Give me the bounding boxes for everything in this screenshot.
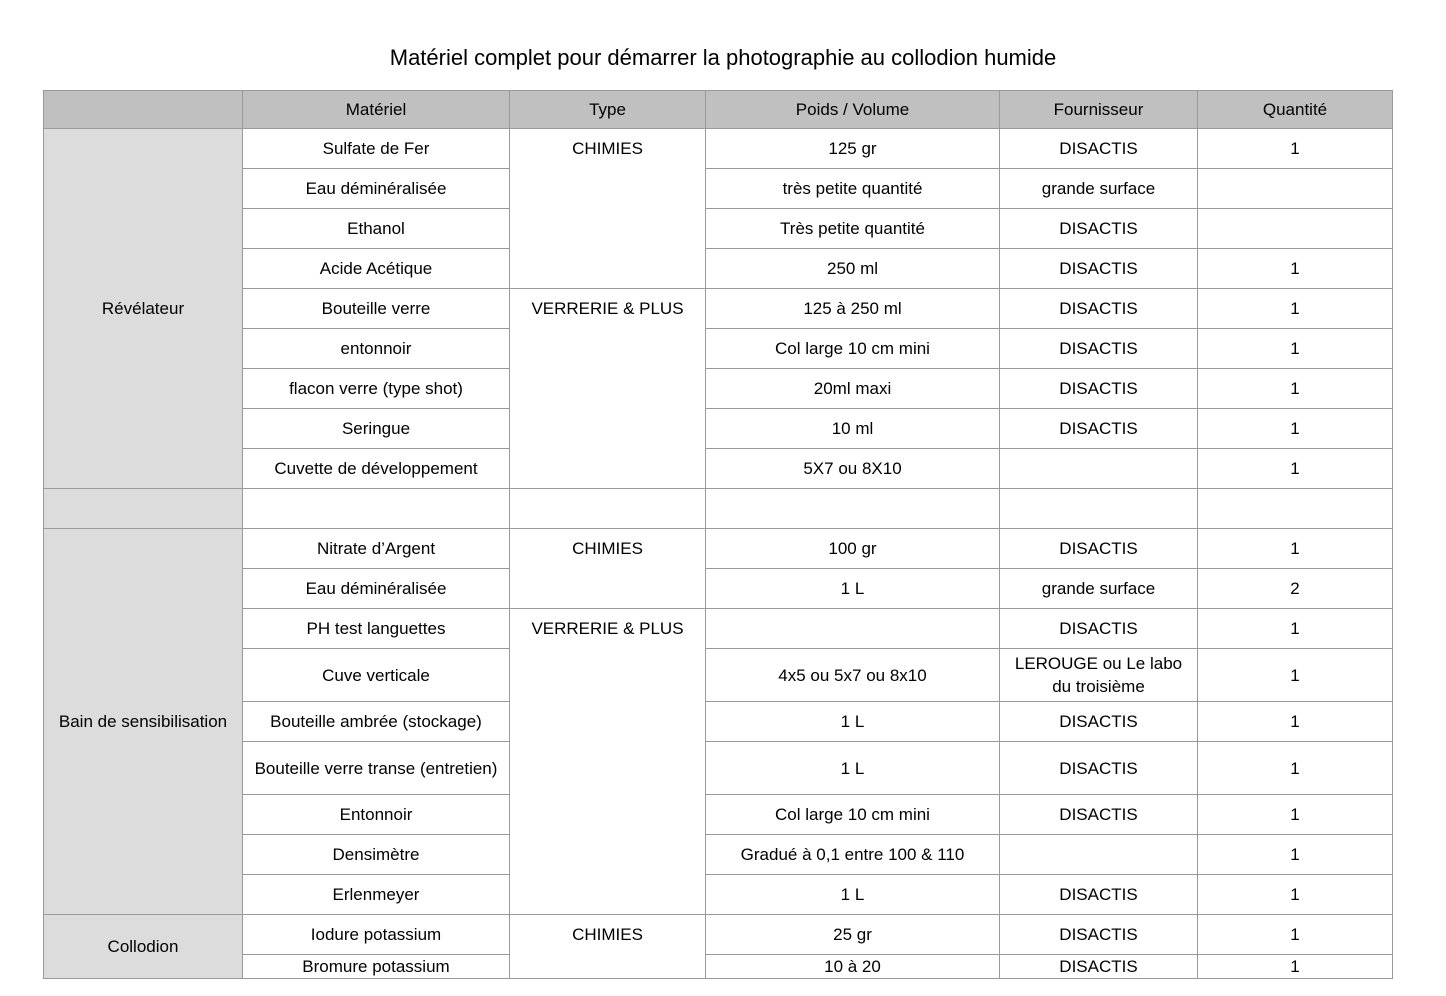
cell-quantite <box>1198 209 1393 249</box>
cell-type: VERRERIE & PLUS <box>510 289 706 489</box>
cell-poids-volume: Col large 10 cm mini <box>706 795 1000 835</box>
cell-quantite: 1 <box>1198 915 1393 955</box>
cell-quantite <box>1198 169 1393 209</box>
table-row <box>44 915 1393 955</box>
cell-poids-volume: Col large 10 cm mini <box>706 329 1000 369</box>
cell-quantite: 1 <box>1198 129 1393 169</box>
table-row <box>44 955 1393 979</box>
group-label-cell: Collodion <box>44 915 243 979</box>
table-row <box>44 795 1393 835</box>
table-row <box>44 169 1393 209</box>
cell-quantite: 1 <box>1198 329 1393 369</box>
cell-fournisseur: DISACTIS <box>1000 529 1198 569</box>
cell-poids-volume: 5X7 ou 8X10 <box>706 449 1000 489</box>
cell-quantite: 1 <box>1198 875 1393 915</box>
cell-materiel: Acide Acétique <box>243 249 510 289</box>
cell-fournisseur: LEROUGE ou Le labo du troisième <box>1000 649 1198 702</box>
cell-quantite: 1 <box>1198 835 1393 875</box>
cell-materiel: flacon verre (type shot) <box>243 369 510 409</box>
cell-materiel: Entonnoir <box>243 795 510 835</box>
cell-fournisseur: DISACTIS <box>1000 289 1198 329</box>
cell-poids-volume: Gradué à 0,1 entre 100 & 110 <box>706 835 1000 875</box>
cell-quantite: 1 <box>1198 409 1393 449</box>
cell-materiel: Densimètre <box>243 835 510 875</box>
cell-type: CHIMIES <box>510 529 706 609</box>
materials-table-wrapper <box>43 90 1392 979</box>
cell-fournisseur: DISACTIS <box>1000 915 1198 955</box>
cell-materiel: Bouteille verre transe (entretien) <box>243 742 510 795</box>
cell-materiel: Erlenmeyer <box>243 875 510 915</box>
cell-poids-volume: 25 gr <box>706 915 1000 955</box>
table-row <box>44 742 1393 795</box>
table-row <box>44 702 1393 742</box>
cell-poids-volume: Très petite quantité <box>706 209 1000 249</box>
cell-fournisseur: DISACTIS <box>1000 129 1198 169</box>
cell-materiel <box>243 489 510 529</box>
cell-materiel: Cuve verticale <box>243 649 510 702</box>
cell-poids-volume <box>706 489 1000 529</box>
cell-poids-volume: 10 ml <box>706 409 1000 449</box>
table-row <box>44 569 1393 609</box>
cell-quantite: 1 <box>1198 529 1393 569</box>
cell-materiel: Iodure potassium <box>243 915 510 955</box>
cell-poids-volume: 1 L <box>706 569 1000 609</box>
cell-poids-volume: 100 gr <box>706 529 1000 569</box>
cell-poids-volume: 125 gr <box>706 129 1000 169</box>
cell-type: CHIMIES <box>510 129 706 289</box>
cell-poids-volume: 4x5 ou 5x7 ou 8x10 <box>706 649 1000 702</box>
cell-materiel: Cuvette de développement <box>243 449 510 489</box>
cell-fournisseur: DISACTIS <box>1000 249 1198 289</box>
cell-poids-volume: 10 à 20 <box>706 955 1000 979</box>
cell-fournisseur <box>1000 489 1198 529</box>
cell-poids-volume: 1 L <box>706 702 1000 742</box>
column-header-group <box>44 91 243 129</box>
cell-fournisseur: grande surface <box>1000 569 1198 609</box>
table-row <box>44 649 1393 702</box>
cell-materiel: PH test languettes <box>243 609 510 649</box>
cell-quantite: 1 <box>1198 955 1393 979</box>
cell-fournisseur: DISACTIS <box>1000 795 1198 835</box>
table-row <box>44 209 1393 249</box>
cell-quantite: 1 <box>1198 449 1393 489</box>
materials-table <box>43 90 1393 979</box>
cell-quantite: 2 <box>1198 569 1393 609</box>
page-title: Matériel complet pour démarrer la photographie au collodion humide <box>389 45 1057 70</box>
cell-fournisseur: DISACTIS <box>1000 209 1198 249</box>
cell-type <box>510 489 706 529</box>
cell-poids-volume: 1 L <box>706 875 1000 915</box>
cell-poids-volume: très petite quantité <box>706 169 1000 209</box>
table-row <box>44 529 1393 569</box>
cell-type: CHIMIES <box>510 915 706 979</box>
cell-materiel: Eau déminéralisée <box>243 569 510 609</box>
cell-poids-volume: 1 L <box>706 742 1000 795</box>
table-row <box>44 129 1393 169</box>
cell-materiel: Bouteille verre <box>243 289 510 329</box>
column-header-quantite: Quantité <box>1198 91 1393 129</box>
table-row <box>44 329 1393 369</box>
cell-fournisseur <box>1000 835 1198 875</box>
table-row <box>44 369 1393 409</box>
cell-fournisseur: DISACTIS <box>1000 955 1198 979</box>
cell-fournisseur: DISACTIS <box>1000 702 1198 742</box>
column-header-poids-volume: Poids / Volume <box>706 91 1000 129</box>
cell-quantite: 1 <box>1198 249 1393 289</box>
cell-fournisseur: DISACTIS <box>1000 329 1198 369</box>
cell-poids-volume: 250 ml <box>706 249 1000 289</box>
cell-fournisseur: grande surface <box>1000 169 1198 209</box>
table-row <box>44 289 1393 329</box>
cell-quantite: 1 <box>1198 649 1393 702</box>
cell-materiel: entonnoir <box>243 329 510 369</box>
cell-fournisseur: DISACTIS <box>1000 609 1198 649</box>
column-header-fournisseur: Fournisseur <box>1000 91 1198 129</box>
table-row <box>44 875 1393 915</box>
cell-type: VERRERIE & PLUS <box>510 609 706 915</box>
cell-materiel: Bromure potassium <box>243 955 510 979</box>
cell-fournisseur: DISACTIS <box>1000 369 1198 409</box>
cell-fournisseur <box>1000 449 1198 489</box>
table-row <box>44 835 1393 875</box>
cell-materiel: Sulfate de Fer <box>243 129 510 169</box>
cell-materiel: Eau déminéralisée <box>243 169 510 209</box>
cell-materiel: Seringue <box>243 409 510 449</box>
cell-quantite: 1 <box>1198 369 1393 409</box>
cell-poids-volume: 20ml maxi <box>706 369 1000 409</box>
column-header-materiel: Matériel <box>243 91 510 129</box>
cell-quantite: 1 <box>1198 702 1393 742</box>
table-row <box>44 609 1393 649</box>
group-label-cell: Révélateur <box>44 129 243 489</box>
cell-fournisseur: DISACTIS <box>1000 742 1198 795</box>
cell-poids-volume <box>706 609 1000 649</box>
table-header-row <box>44 91 1393 129</box>
cell-materiel: Ethanol <box>243 209 510 249</box>
cell-quantite <box>1198 489 1393 529</box>
cell-quantite: 1 <box>1198 289 1393 329</box>
cell-poids-volume: 125 à 250 ml <box>706 289 1000 329</box>
column-header-type: Type <box>510 91 706 129</box>
cell-materiel: Bouteille ambrée (stockage) <box>243 702 510 742</box>
table-row <box>44 249 1393 289</box>
cell-quantite: 1 <box>1198 609 1393 649</box>
cell-fournisseur: DISACTIS <box>1000 409 1198 449</box>
group-spacer-cell <box>44 489 243 529</box>
cell-quantite: 1 <box>1198 742 1393 795</box>
cell-fournisseur: DISACTIS <box>1000 875 1198 915</box>
table-header <box>44 91 1393 129</box>
table-row <box>44 409 1393 449</box>
cell-quantite: 1 <box>1198 795 1393 835</box>
table-row <box>44 449 1393 489</box>
table-row <box>44 489 1393 529</box>
cell-materiel: Nitrate d’Argent <box>243 529 510 569</box>
group-label-cell: Bain de sensibilisation <box>44 529 243 915</box>
table-body <box>44 129 1393 979</box>
